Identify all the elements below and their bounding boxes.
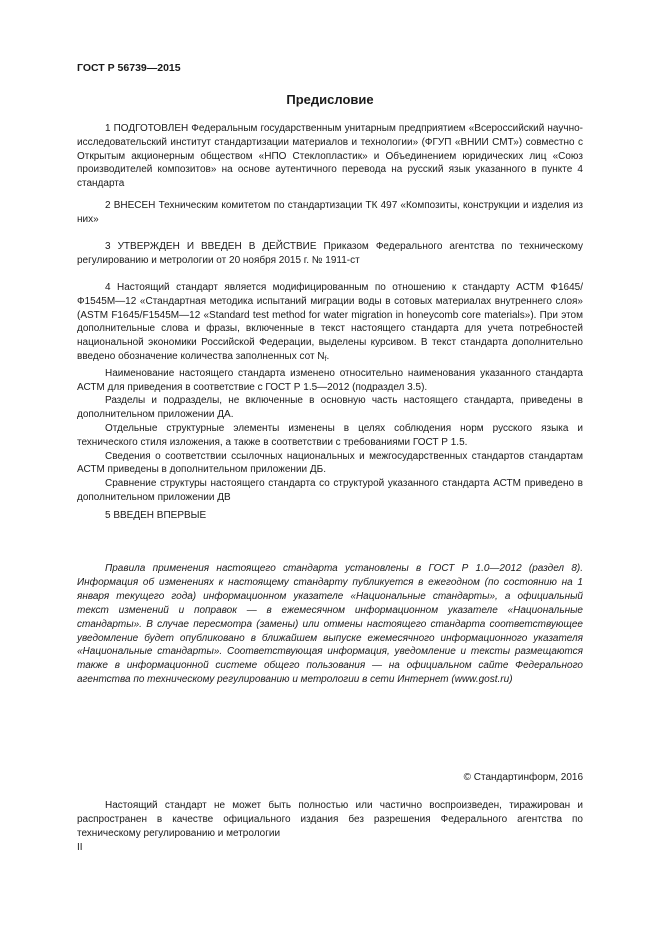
- section-1-text: 1 ПОДГОТОВЛЕН Федеральным государственным унитарным предприятием «Всероссийский научно-исследовательский институт стандартизации материалов и технологии» (ФГУП «ВНИИ СМТ») совместно с Открытым акционерным обществом «НПО Стеклопластик» и Объединением юридических лиц «Союз производителей композитов» на основе аутентичного перевода на русский язык указанного в пункте 4 стандарта: [77, 123, 583, 190]
- application-notice-text: Правила применения настоящего стандарта установлены в ГОСТ Р 1.0—2012 (раздел 8). Информация об изменениях к настоящему стандарту публикуется в ежегодном (по состоянию на 1 января текущего года) информационном указателе «Национальные стандарты», а официальный текст изменений и поправок — в ежемесячном информационном указателе «Национальные стандарты». В случае пересмотра (замены) или отмены настоящего стандарта соответствующее уведомление будет опубликовано в ближайшем выпуске ежемесячного информационного указателя «Национальные стандарты». Соответствующая информация, уведомление и тексты размещаются также в информационной системе общего пользования — на официальном сайте Федерального агентства по техническому регулированию и метрологии в сети Интернет (www.gost.ru): [77, 563, 583, 686]
- section-3-text: 3 УТВЕРЖДЕН И ВВЕДЕН В ДЕЙСТВИЕ Приказом Федерального агентства по техническому регулированию и метрологии от 20 ноября 2015 г. № 1911-ст: [77, 241, 583, 266]
- section-4-structure-changes: Отдельные структурные элементы изменены в целях соблюдения норм русского языка и технического стиля изложения, а также в соответствии с требованиями ГОСТ Р 1.5.: [77, 422, 583, 448]
- section-4-text-end: .: [326, 350, 330, 362]
- section-5-text: 5 ВВЕДЕН ВПЕРВЫЕ: [105, 510, 207, 521]
- section-4-appendix-dv: Сравнение структуры настоящего стандарта со структурой указанного стандарта АСТМ приведено в дополнительном приложении ДВ: [77, 478, 583, 503]
- application-notice: [77, 562, 583, 687]
- page-title: Предисловие: [286, 92, 374, 107]
- section-3: [77, 240, 583, 268]
- section-4-paragraph: [77, 281, 583, 367]
- section-1: [77, 122, 583, 191]
- subscript-f: f: [324, 355, 327, 363]
- section-2-text: 2 ВНЕСЕН Техническим комитетом по стандартизации ТК 497 «Композиты, конструкции и изделия из них»: [77, 200, 583, 225]
- section-4: [77, 281, 583, 505]
- section-4-name-change: Наименование настоящего стандарта изменено относительно наименования указанного стандарта АСТМ для приведения в соответствие с ГОСТ Р 1.5—2012 (подраздел 3.5).: [77, 367, 583, 393]
- copyright: © Стандартинформ, 2016: [463, 772, 583, 783]
- document-code-header: ГОСТ Р 56739—2015: [77, 62, 181, 74]
- reproduction-notice-text: Настоящий стандарт не может быть полностью или частично воспроизведен, тиражирован и распространен в качестве официального издания без разрешения Федерального агентства по техническому регулированию и метрологии: [77, 800, 583, 839]
- reproduction-notice: [77, 799, 583, 840]
- page-number: II: [77, 842, 83, 853]
- section-5: [77, 509, 583, 523]
- section-4-appendix-db: Сведения о соответствии ссылочных национальных и межгосударственных стандартов стандартам АСТМ приведены в дополнительном приложении ДБ.: [77, 450, 583, 476]
- section-4-text: 4 Настоящий стандарт является модифицированным по отношению к стандарту АСТМ Ф1645/Ф1545М—12 «Стандартная методика испытаний миграции воды в сотовых материалах внутреннего слоя» (ASTM F1645/F1545M—12 «Standard test method for water migration in honeycomb core materials»). При этом дополнительные слова и фразы, включенные в текст настоящего стандарта для учета потребностей национальной экономики Российской Федерации, выделены курсивом. В текст стандарта дополнительно введено обозначение количества заполненных сот N: [77, 282, 583, 362]
- section-2: [77, 199, 583, 227]
- section-4-appendix-da: Разделы и подразделы, не включенные в основную часть настоящего стандарта, приведены в дополнительном приложении ДА.: [77, 395, 583, 421]
